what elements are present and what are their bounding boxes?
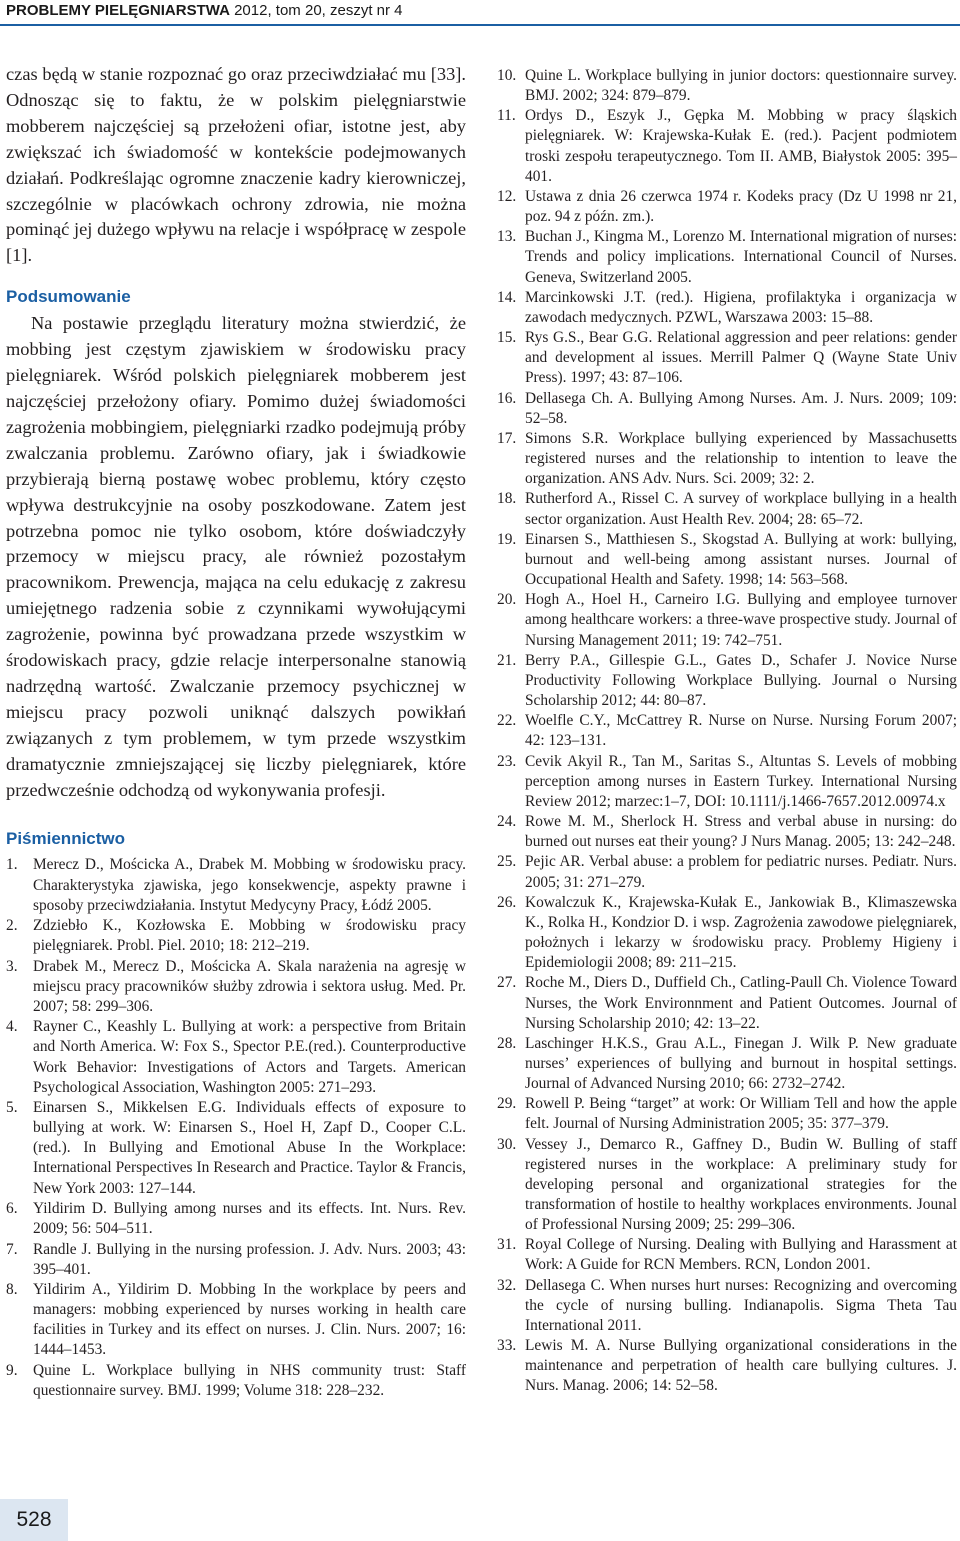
reference-item: [497, 711, 957, 751]
reference-item: [497, 66, 957, 106]
reference-text: Einarsen S., Mikkelsen E.G. Individuals effects of exposure to bullying at work. W: Einarsen S., Hoel H, Zapf D., Cooper C.L. (red.). In Bullying and Emotional Abuse In the Workplace: International Perspectives In Research and Practice. Taylor & Francis, New York 2003: 127–144.: [33, 1099, 466, 1197]
reference-number: 17.: [497, 430, 517, 447]
issue-info: 2012, tom 20, zeszyt nr 4: [234, 2, 403, 19]
reference-item: [497, 893, 957, 973]
reference-text: Rutherford A., Rissel C. A survey of workplace bullying in a health sector organization. Aust Health Rev. 2004; 28: 65–72.: [525, 490, 957, 528]
reference-number: 15.: [497, 329, 517, 347]
reference-number: 24.: [497, 813, 517, 831]
reference-number: 32.: [497, 1276, 517, 1294]
reference-number: 3.: [6, 957, 18, 975]
left-column: [6, 62, 466, 1401]
reference-number: 4.: [6, 1018, 18, 1036]
reference-text: Drabek M., Merecz D., Mościcka A. Skala narażenia na agresję w miejscu pracy pracowników służby zdrowia i sektora usług. Med. Pr. 2007; 58: 299–306.: [33, 957, 466, 1015]
reference-number: 21.: [497, 651, 517, 669]
reference-item: [6, 957, 466, 1017]
summary-heading: Podsumowanie: [6, 287, 131, 307]
reference-text: Marcinkowski J.T. (red.). Higiena, profilaktyka i organizacja w zawodach medycznych. PZWL, Warszawa 2003: 15–88.: [525, 288, 957, 326]
reference-item: [6, 1098, 466, 1198]
references-heading: Piśmiennictwo: [6, 829, 126, 849]
reference-number: 33.: [497, 1337, 517, 1355]
reference-item: [497, 328, 957, 388]
reference-number: 22.: [497, 712, 517, 730]
reference-text: Yildirim D. Bullying among nurses and its effects. Int. Nurs. Rev. 2009; 56: 504–511.: [33, 1200, 466, 1238]
reference-item: [497, 187, 957, 227]
reference-number: 28.: [497, 1034, 517, 1052]
reference-text: Merecz D., Mościcka A., Drabek M. Mobbing w środowisku pracy. Charakterystyka zjawiska, jego konsekwencje, aspekty prawne i sposoby przeciwdziałania. Instytut Medycyny Pracy, Łódź 2005.: [33, 856, 466, 914]
reference-item: [6, 1361, 466, 1401]
references-list-right: [497, 66, 957, 1397]
reference-text: Rayner C., Keashly L. Bullying at work: a perspective from Britain and North America. W: Fox S., Spector P.E.(red.). Counterproductive Work Behavior: Investigations of Actors and Targets. American Psychological Association, Washington 2005: 271–293.: [33, 1018, 466, 1096]
reference-item: [497, 752, 957, 812]
reference-number: 30.: [497, 1135, 517, 1153]
reference-item: [497, 852, 957, 892]
reference-number: 19.: [497, 530, 517, 548]
reference-text: Pejic AR. Verbal abuse: a problem for pediatric nurses. Pediatr. Nurs. 2005; 31: 271–279.: [525, 853, 957, 891]
reference-item: [497, 429, 957, 489]
header-rule: [0, 24, 960, 26]
reference-number: 31.: [497, 1236, 517, 1254]
references-list-left: [6, 855, 466, 1401]
reference-number: 8.: [6, 1281, 18, 1299]
reference-item: [497, 651, 957, 711]
reference-number: 26.: [497, 893, 517, 911]
reference-text: Roche M., Diers D., Duffield Ch., Catling-Paull Ch. Violence Toward Nurses, the Work Environnment and Patient Outcomes. Journal of Nursing Scholarship 2010; 42: 13–22.: [525, 974, 957, 1032]
reference-text: Einarsen S., Matthiesen S., Skogstad A. Bullying at work: bullying, burnout and well-being among assistant nurses. Journal of Occupational Health and Safety. 1998; 14: 563–568.: [525, 530, 957, 589]
reference-text: Dellasega Ch. A. Bullying Among Nurses. Am. J. Nurs. 2009; 109: 52–58.: [525, 389, 957, 427]
page-number: 528: [16, 1508, 52, 1531]
reference-text: Vessey J., Demarco R., Gaffney D., Budin W. Bulling of staff registered nurses in the workplace: A preliminary study for developing personal and organizational strategies for the transformation of hostile to healthy workplaces environments. Jounal of Professional Nursing 2009; 25: 299–306.: [525, 1135, 957, 1234]
reference-text: Berry P.A., Gillespie G.L., Gates D., Schafer J. Novice Nurse Productivity Following Workplace Bullying. Journal o Nursing Scholarship 2012; 44: 80–87.: [525, 651, 957, 709]
reference-text: Lewis M. A. Nurse Bullying organizational considerations in the maintenance and perpetration of health care bullying cultures. J. Nurs. Manag. 2006; 14: 52–58.: [525, 1337, 957, 1395]
reference-text: Hogh A., Hoel H., Carneiro I.G. Bullying and employee turnover among healthcare workers: a three-wave prospective study. Journal of Nursing Management 2011; 19: 742–751.: [525, 591, 957, 649]
reference-number: 14.: [497, 288, 517, 306]
reference-text: Rowe M. M., Sherlock H. Stress and verbal abuse in nursing: do burned out nurses eat their young? J Nurs Manag. 2005; 13: 242–248.: [525, 813, 957, 851]
intro-paragraph: czas będą w stanie rozpoznać go oraz przeciwdziałać mu [33]. Odnosząc się to faktu, że w polskim pielęgniarstwie mobberem najczęściej są przełożeni ofiar, istotne jest, aby zwiększać ich świadomość w kontekście podejmowanych działań. Podkreślając ogromne znaczenie kadry kierowniczej, szczególnie w placówkach ochrony zdrowia, nie można pominąć jej dużego wpływu na relacje i współpracę w zespole [1].: [6, 64, 466, 266]
reference-text: Quine L. Workplace bullying in junior doctors: questionnaire survey. BMJ. 2002; 324: 879–879.: [525, 67, 957, 105]
reference-item: [497, 590, 957, 650]
reference-item: [497, 530, 957, 590]
reference-number: 11.: [497, 107, 516, 125]
journal-title: PROBLEMY PIELĘGNIARSTWA: [6, 2, 230, 19]
summary-paragraph: Na postawie przeglądu literatury można stwierdzić, że mobbing jest częstym zjawiskiem w środowisku pracy pielęgniarek. Wśród polskich pielęgniarek mobberem jest najczęściej przełożony ofiary. Pomimo dużej świadomości zagrożenia mobbingiem, pielęgniarki rzadko podejmują próby zwalczania problemu. Zarówno ofiary, jak i świadkowie przybierają bierną postawę wobec problemu, który często wpływa destrukcyjnie na osoby poszkodowane. Zatem jest potrzebna pomoc nie tylko osobom, które doświadczyły przemocy w miejscu pracy, ale również pozostałym pracownikom. Prewencja, mająca na celu edukację z zakresu umiejętnego radzenia sobie z czynnikami wywołującymi zagrożenie, powinna być prowadzana przede wszystkim w środowiskach pracy, gdzie relacje interpersonalne stanowią nadrzędną wartość. Zwalczanie przemocy psychicznej w miejscu pracy pozwoli uniknąć dalszych powikłań związanych z tym problemem, w tym przede wszystkim dramatycznie zmniejszającej się liczby pielęgniarek, które przedwcześnie odchodzą od wykonywania profesji.: [6, 313, 466, 800]
reference-item: [497, 1135, 957, 1235]
reference-item: [497, 489, 957, 529]
reference-text: Randle J. Bullying in the nursing profession. J. Adv. Nurs. 2003; 43: 395–401.: [33, 1240, 466, 1278]
reference-number: 23.: [497, 752, 517, 770]
reference-text: Royal College of Nursing. Dealing with Bullying and Harassment at Work: A Guide for RCN Members. RCN, London 2001.: [525, 1236, 957, 1274]
reference-number: 2.: [6, 917, 18, 935]
reference-item: [497, 973, 957, 1033]
reference-number: 16.: [497, 389, 517, 407]
reference-text: Simons S.R. Workplace bullying experienced by Massachusetts registered nurses and the relationship to intention to leave the organization. ANS Adv. Nurs. Sci. 2009; 32: 2.: [525, 430, 957, 488]
reference-number: 18.: [497, 490, 517, 508]
reference-text: Woelfle C.Y., McCattrey R. Nurse on Nurse. Nursing Forum 2007; 42: 123–131.: [525, 712, 957, 750]
reference-text: Buchan J., Kingma M., Lorenzo M. International migration of nurses: Trends and policy implications. International Council of Nurses. Geneva, Switzerland 2005.: [525, 228, 957, 286]
reference-item: [6, 1280, 466, 1360]
reference-item: [6, 1199, 466, 1239]
reference-text: Rowell P. Being “target” at work: Or William Tell and how the apple felt. Journal of Nursing Administration 2005; 35: 377–379.: [525, 1095, 957, 1133]
reference-text: Quine L. Workplace bullying in NHS community trust: Staff questionnaire survey. BMJ. 1999; Volume 318: 228–232.: [33, 1361, 466, 1400]
reference-number: 5.: [6, 1099, 18, 1117]
reference-number: 27.: [497, 974, 517, 992]
reference-item: [497, 1235, 957, 1275]
reference-number: 10.: [497, 67, 517, 84]
reference-item: [497, 106, 957, 186]
reference-item: [497, 1034, 957, 1094]
reference-text: Kowalczuk K., Krajewska-Kułak E., Jankowiak B., Klimaszewska K., Rolka H., Kondzior D. i wsp. Zagrożenia zawodowe pielęgniarek, położnych i lekarzy w środowisku pracy. Problemy Higieny i Epidemiologii 2008; 89: 211–215.: [525, 893, 957, 972]
reference-number: 6.: [6, 1200, 18, 1218]
reference-text: Ustawa z dnia 26 czerwca 1974 r. Kodeks pracy (Dz U 1998 nr 21, poz. 94 z późn. zm.).: [525, 187, 957, 226]
reference-item: [6, 855, 466, 915]
reference-number: 13.: [497, 228, 517, 246]
reference-item: [497, 1276, 957, 1336]
reference-text: Zdziebło K., Kozłowska E. Mobbing w środowisku pracy pielęgniarek. Probl. Piel. 2010; 18: 212–219.: [33, 917, 466, 955]
reference-item: [497, 1094, 957, 1134]
running-header: [6, 2, 403, 19]
reference-number: 12.: [497, 187, 517, 205]
reference-text: Cevik Akyil R., Tan M., Saritas S., Altuntas S. Levels of mobbing perception among nurses in Eastern Turkey. International Nursing Review 2012; marzec:1–7, DOI: 10.1111/j.1466-7657.2012.00974.x: [525, 752, 957, 810]
reference-number: 29.: [497, 1095, 517, 1113]
reference-number: 25.: [497, 853, 517, 871]
reference-item: [497, 389, 957, 429]
reference-number: 9.: [6, 1361, 18, 1379]
reference-item: [6, 916, 466, 956]
reference-text: Rys G.S., Bear G.G. Relational aggression and peer relations: gender and development al issues. Merrill Palmer Q (Wayne State Univ Press). 1997; 43: 87–106.: [525, 329, 957, 387]
reference-item: [497, 288, 957, 328]
reference-number: 20.: [497, 591, 517, 609]
reference-text: Laschinger H.K.S., Grau A.L., Finegan J. Wilk P. New graduate nurses’ experiences of bullying and burnout in hospital settings. Journal of Advanced Nursing 2010; 66: 2732–2742.: [525, 1034, 957, 1093]
right-column: [497, 66, 957, 1397]
reference-number: 1.: [6, 856, 18, 874]
reference-item: [6, 1017, 466, 1097]
reference-text: Ordys D., Eszyk J., Gępka M. Mobbing w pracy śląskich pielęgniarek. W: Krajewska-Kułak E. (red.). Pacjent podmiotem troski zespołu terapeutycznego. Tom II. AMB, Białystok 2005: 395–401.: [525, 107, 957, 185]
reference-text: Dellasega C. When nurses hurt nurses: Recognizing and overcoming the cycle of nursing bulling. Indianapolis. Sigma Theta Tau International 2011.: [525, 1276, 957, 1334]
reference-text: Yildirim A., Yildirim D. Mobbing In the workplace by peers and managers: mobbing experienced by nurses working in health care facilities in Turkey and its effect on nurses. J. Clin. Nurs. 2007; 16: 1444–1453.: [33, 1281, 466, 1359]
reference-number: 7.: [6, 1240, 18, 1258]
reference-item: [497, 227, 957, 287]
reference-item: [6, 1240, 466, 1280]
reference-item: [497, 1336, 957, 1396]
reference-item: [497, 812, 957, 852]
